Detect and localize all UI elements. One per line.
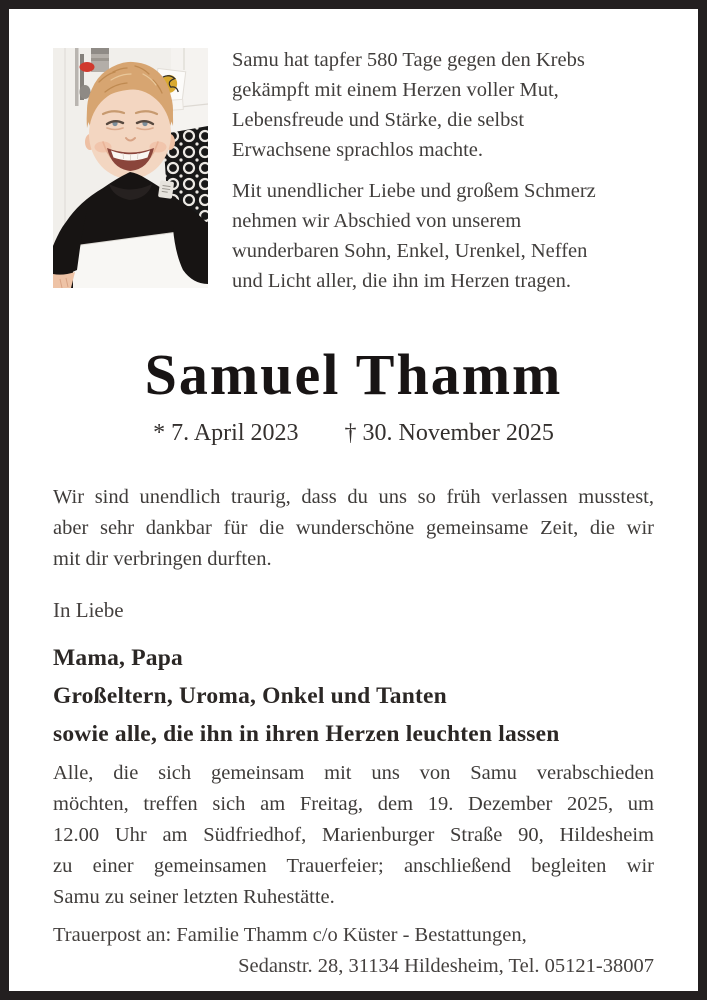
condolence-address: [53, 920, 654, 982]
funeral-paragraph: [53, 758, 654, 913]
death-date: † 30. November 2025: [344, 420, 554, 446]
child-portrait-photo: [53, 48, 208, 288]
funeral-line: zu einer gemeinsamen Trauerfeier; anschließend begleiten wir: [53, 855, 654, 877]
grief-line: mit dir verbringen durften.: [53, 548, 272, 570]
intro-line: und Licht aller, die ihn im Herzen tragen.: [232, 270, 572, 292]
funeral-line: 12.00 Uhr am Südfriedhof, Marienburger Straße 90, Hildesheim: [53, 824, 654, 846]
intro-line: nehmen wir Abschied von unserem: [232, 210, 522, 232]
life-dates: [53, 418, 654, 448]
photo-and-intro-row: [53, 45, 654, 296]
family-line: Großeltern, Uroma, Onkel und Tanten: [53, 683, 447, 709]
intro-text: [232, 45, 596, 296]
family-line: Mama, Papa: [53, 645, 183, 671]
grief-line: aber sehr dankbar für die wunderschöne gemeinsame Zeit, die wir: [53, 517, 654, 539]
intro-line: Lebensfreude und Stärke, die selbst: [232, 109, 525, 131]
family-signature: [53, 639, 654, 753]
intro-line: Samu hat tapfer 580 Tage gegen den Krebs: [232, 49, 585, 71]
condolence-line-1: Trauerpost an: Familie Thamm c/o Küster - Bestattungen,: [53, 924, 527, 946]
birth-date: * 7. April 2023: [153, 420, 299, 446]
intro-line: gekämpft mit einem Herzen voller Mut,: [232, 79, 559, 101]
grief-paragraph: [53, 482, 654, 575]
child-photo: [53, 48, 208, 288]
condolence-line-2: Sedanstr. 28, 31134 Hildesheim, Tel. 05121-38007: [238, 955, 654, 977]
family-line: sowie alle, die ihn in ihren Herzen leuchten lassen: [53, 721, 560, 747]
intro-line: Mit unendlicher Liebe und großem Schmerz: [232, 180, 596, 202]
funeral-line: Alle, die sich gemeinsam mit uns von Samu verabschieden: [53, 762, 654, 784]
deceased-name: Samuel Thamm: [144, 342, 563, 407]
intro-line: wunderbaren Sohn, Enkel, Urenkel, Neffen: [232, 240, 588, 262]
intro-paragraph-2: [232, 176, 596, 296]
intro-paragraph-1: [232, 45, 596, 165]
in-love-line: In Liebe: [53, 598, 124, 622]
intro-line: Erwachsene sprachlos machte.: [232, 139, 484, 161]
funeral-line: Samu zu seiner letzten Ruhestätte.: [53, 886, 335, 908]
funeral-line: möchten, treffen sich am Freitag, dem 19. Dezember 2025, um: [53, 793, 654, 815]
grief-line: Wir sind unendlich traurig, dass du uns so früh verlassen musstest,: [53, 486, 654, 508]
